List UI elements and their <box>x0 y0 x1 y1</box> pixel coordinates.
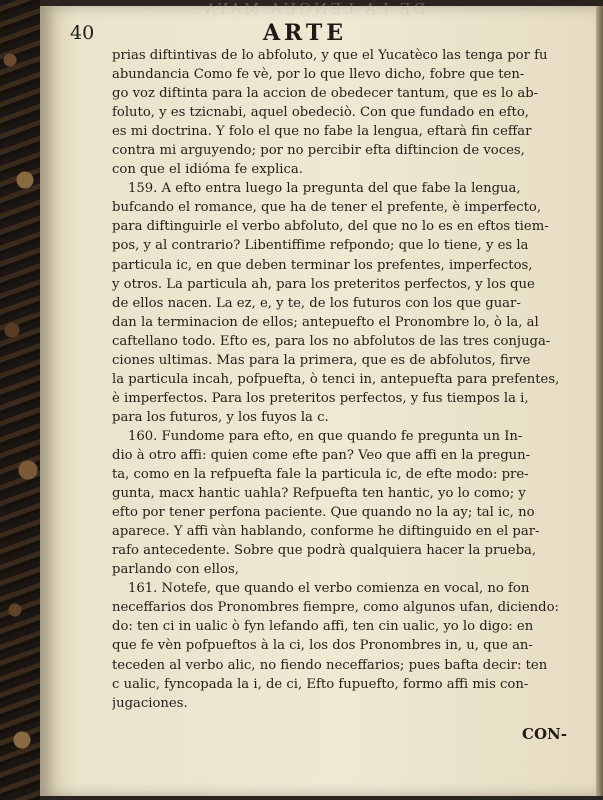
text-line: que fe vèn pofpueftos à la ci, los dos Pronombres in, u, que an- <box>112 638 533 654</box>
text-line: bufcando el romance, que ha de tener el prefente, è imperfecto, <box>112 200 542 216</box>
text-line: gunta, macx hantic uahla? Refpuefta ten hantic, yo lo como; y <box>112 486 526 502</box>
page-edge <box>596 6 603 796</box>
text-line: dan la terminacion de ellos; antepuefto el Pronombre lo, ò la, al <box>112 314 539 330</box>
text-line: è imperfectos. Para los preteritos perfectos, y fus tiempos la i, <box>112 390 529 406</box>
text-line: caftellano todo. Efto es, para los no abfolutos de las tres conjuga- <box>112 333 551 349</box>
text-line: parlando con ellos, <box>112 562 239 578</box>
text-line: neceffarios dos Pronombres fiempre, como algunos ufan, diciendo: <box>112 600 559 616</box>
text-line: particula ic, en que deben terminar los prefentes, imperfectos, <box>112 257 533 273</box>
marbled-cover <box>0 0 40 800</box>
text-line: ta, como en la refpuefta fale la particula ic, de efte modo: pre- <box>112 467 529 483</box>
page-number: 40 <box>70 22 95 44</box>
text-line: rafo antecedente. Sobre que podrà qualquiera hacer la prueba, <box>112 543 537 559</box>
text-line: foluto, y es tzicnabi, aquel obedeciò. Con que fundado en efto, <box>112 105 529 121</box>
text-line: la particula incah, pofpuefta, ò tenci in, antepuefta para prefentes, <box>112 371 560 387</box>
text-line: contra mi arguyendo; por no percibir efta diftincion de voces, <box>112 143 525 159</box>
body-text <box>112 46 578 713</box>
text-line: 159. A efto entra luego la pregunta del que fabe la lengua, <box>128 181 521 197</box>
text-line: 160. Fundome para efto, en que quando fe pregunta un In- <box>128 428 523 444</box>
text-line: c ualic, fyncopada la i, de ci, Efto fupuefto, formo affi mis con- <box>112 676 529 692</box>
catchword: CON- <box>522 725 567 743</box>
text-line: aparece. Y affi vàn hablando, conforme he diftinguido en el par- <box>112 524 540 540</box>
text-line: do: ten ci in ualic ò fyn lefando affi, ten cin ualic, yo lo digo: en <box>112 619 534 635</box>
text-line: ciones ultimas. Mas para la primera, que es de abfolutos, firve <box>112 352 531 368</box>
running-title: ARTE <box>262 20 348 46</box>
text-line: abundancia Como fe vè, por lo que llevo dicho, fobre que ten- <box>112 67 525 83</box>
text-line: teceden al verbo alic, no fiendo neceffarios; pues bafta decir: ten <box>112 657 548 673</box>
text-line: dio à otro affi: quien come efte pan? Veo que affi en la pregun- <box>112 447 531 463</box>
text-line: para los futuros, y los fuyos la c. <box>112 409 329 425</box>
text-line: go voz diftinta para la accion de obedecer tantum, que es lo ab- <box>112 86 539 102</box>
text-line: 161. Notefe, que quando el verbo comienza en vocal, no fon <box>128 581 530 597</box>
text-line: efto por tener perfona paciente. Que quando no la ay; tal ic, no <box>112 505 535 521</box>
text-line: para diftinguirle el verbo abfoluto, del que no lo es en eftos tiem- <box>112 219 549 235</box>
text-line: de ellos nacen. La ez, e, y te, de los futuros con los que guar- <box>112 295 521 311</box>
text-line: jugaciones. <box>112 695 188 711</box>
text-line: con que el idióma fe explica. <box>112 162 303 178</box>
text-line: y otros. La particula ah, para los preteritos perfectos, y los que <box>112 276 535 292</box>
text-line: prias diftintivas de lo abfoluto, y que el Yucatèco las tenga por fu <box>112 48 548 63</box>
bleed-through-heading: DE LA LENGUA MAYA. <box>194 0 426 18</box>
text-line: es mi doctrina. Y folo el que no fabe la lengua, eftarà fin ceffar <box>112 124 532 140</box>
text-line: pos, y al contrario? Libentiffime refpondo; que lo tiene, y es la <box>112 238 529 254</box>
